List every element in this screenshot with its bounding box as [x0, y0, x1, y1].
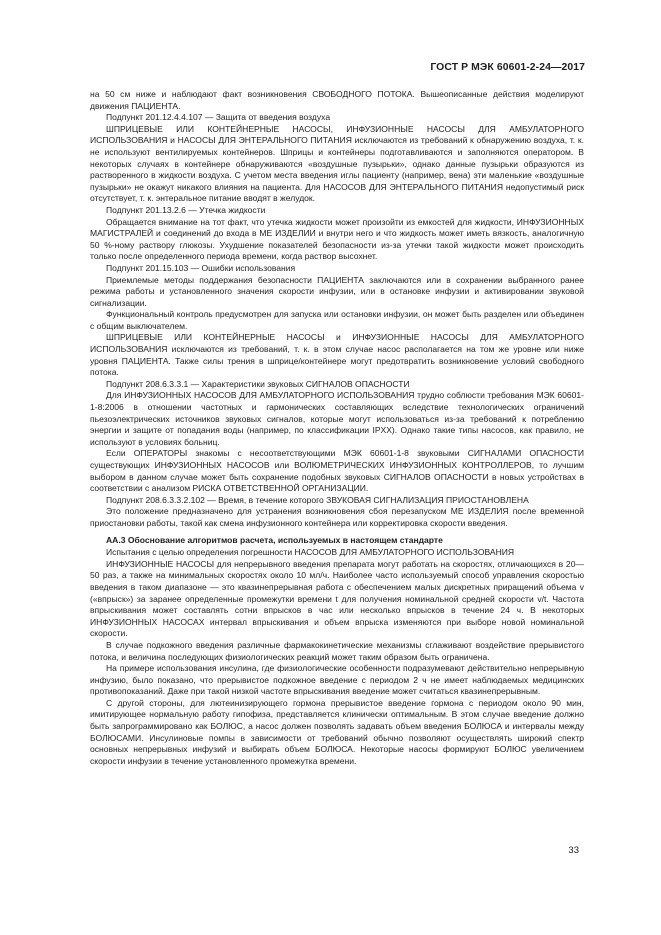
body-paragraph: Обращается внимание на тот факт, что утечка жидкости может произойти из емкостей для жидкости, ИНФУЗИОННЫХ МАГИСТРАЛЕЙ и соединений до входа в МЕ ИЗДЕЛИИ и внутри него и что жидкость может иметь вязкость, аналогичную 50 %-ному раствору глюкозы. Ухудшение показателей безопасности из-за утечки такой жидкости может происходить только после определенного периода времени, когда раствор высохнет.: [90, 216, 584, 262]
body-paragraph: В случае подкожного введения различные фармакокинетические механизмы сглаживают воздействие прерывистого потока, и величина последующих физиологических реакций может таким образом быть ограничена.: [90, 639, 584, 662]
body-paragraph: ШПРИЦЕВЫЕ ИЛИ КОНТЕЙНЕРНЫЕ НАСОСЫ и ИНФУЗИОННЫЕ НАСОСЫ ДЛЯ АМБУЛАТОРНОГО ИСПОЛЬЗОВАНИЯ исключаются из требований, т. к. в этом случае насос располагается на том же уровне или ниже уровня ПАЦИЕНТА. Также силы трения в шприце/контейнере могут предотвратить возникновение условий свободного потока.: [90, 332, 584, 378]
body-paragraph: Подпункт 201.13.2.6 — Утечка жидкости: [106, 204, 266, 215]
body-paragraph: На примере использования инсулина, где физиологические особенности подразумевают действительно непрерывную инфузию, было показано, что прерывистое подкожное введение с периодом 2 ч не имеет наблюдаемых медицинских противопоказаний. Даже при такой низкой частоте впрыскивания введение может считаться квазинепрерывным.: [90, 663, 584, 697]
body-paragraph: Подпункт 201.12.4.4.107 — Защита от введения воздуха: [106, 112, 331, 123]
body-paragraph: Подпункт 208.6.3.3.1 — Характеристики звуковых СИГНАЛОВ ОПАСНОСТИ: [106, 378, 410, 389]
body-paragraph: Подпункт 208.6.3.3.2.102 — Время, в течение которого ЗВУКОВАЯ СИГНАЛИЗАЦИЯ ПРИОСТАНОВЛЕНА: [106, 494, 529, 505]
body-paragraph: ИНФУЗИОННЫЕ НАСОСЫ для непрерывного введения препарата могут работать на скоростях, отличающихся в 20—50 раз, а также на минимальных скоростях около 10 мл/ч. Наиболее часто используемый способ управления скоростью введения в таком диапазоне — это квазинепрерывная работа с обеспечением малых дискретных приращений объема v («впрыск») за заранее определенные промежутки времени t для получения номинальной средней скорости v/t. Частота впрыскивания может составлять сотни впрысков в час или несколько впрысков в течение 24 ч. В некоторых ИНФУЗИОННЫХ НАСОСАХ интервал впрыскивания и объем впрыска изменяются при выборе новой номинальной скорости.: [90, 558, 584, 639]
body-paragraph: Это положение предназначено для устранения возникновения сбоя перезапуском МЕ ИЗДЕЛИЯ после временной приостановки работы, такой как смена инфузионного контейнера или корректировка скорости введения.: [90, 506, 584, 528]
body-paragraph: на 50 см ниже и наблюдают факт возникновения СВОБОДНОГО ПОТОКА. Вышеописанные действия моделируют движения ПАЦИЕНТА.: [90, 89, 584, 111]
body-paragraph: Функциональный контроль предусмотрен для запуска или остановки инфузии, он может быть разделен или объединен с общим выключателем.: [90, 309, 584, 331]
body-paragraph: Для ИНФУЗИОННЫХ НАСОСОВ ДЛЯ АМБУЛАТОРНОГО ИСПОЛЬЗОВАНИЯ трудно соблюсти требования МЭК 60601-1-8:2006 в отношении частотных и гармонических составляющих вследствие технологических ограничений пьезоэлектрических источников звуковых сигналов, которые могут использоваться из-за требований к потреблению энергии и защите от попадания воды (например, по классификации IPXX). Однако такие типы насосов, как правило, не используют в условиях больниц.: [90, 390, 584, 447]
body-paragraph: Подпункт 201.15.103 — Ошибки использования: [106, 262, 296, 273]
page-number: 33: [568, 845, 579, 856]
body-paragraph: С другой стороны, для лютеинизирующего гормона прерывистое введение гормона с периодом около 90 мин, имитирующее нормальную работу гипофиза, представляется клинически оптимальным. В этом случае введение должно быть запрограммировано как БОЛЮС, а насос должен позволять задавать объем введения БОЛЮСА и интервалы между БОЛЮСАМИ. Инсулиновые помпы в зависимости от требований обычно позволяют осуществлять широкий спектр основных непрерывных инфузий и выбирать объем БОЛЮСА. Некоторые насосы формируют БОЛЮС увеличением скорости инфузии в течение установленного промежутка времени.: [90, 697, 584, 766]
standard-header: ГОСТ Р МЭК 60601-2-24—2017: [430, 62, 585, 73]
body-paragraph: ШПРИЦЕВЫЕ ИЛИ КОНТЕЙНЕРНЫЕ НАСОСЫ, ИНФУЗИОННЫЕ НАСОСЫ ДЛЯ АМБУЛАТОРНОГО ИСПОЛЬЗОВАНИЯ и НАСОСЫ ДЛЯ ЭНТЕРАЛЬНОГО ПИТАНИЯ исключаются из требований к обнаружению воздуха, т. к. не используют вентилируемых контейнеров. Шприцы и контейнеры подготавливаются и заполняются оператором. В некоторых случаях в контейнере обнаруживаются «воздушные пузырьки», однако данные пузырьки образуются из растворенного в жидкости воздуха. С учетом места введения иглы пациенту (например, вена) эти маленькие «воздушные пузырьки» не окажут никакого влияния на пациента. Для НАСОСОВ ДЛЯ ЭНТЕРАЛЬНОГО ПИТАНИЯ недопустимый риск отсутствует, т. к. энтеральное питание вводят в желудок.: [90, 123, 584, 204]
body-paragraph: Если ОПЕРАТОРЫ знакомы с несоответствующими МЭК 60601-1-8 звуковыми СИГНАЛАМИ ОПАСНОСТИ существующих ИНФУЗИОННЫХ НАСОСОВ или ВОЛЮМЕТРИЧЕСКИХ ИНФУЗИОННЫХ КОНТРОЛЛЕРОВ, то лучшим выбором в данном случае может быть сохранение подобных звуковых СИГНАЛОВ ОПАСНОСТИ в новых устройствах в соответствии с анализом РИСКА ОТВЕТСТВЕННОЙ ОРГАНИЗАЦИИ.: [90, 448, 584, 494]
body-paragraph: Приемлемые методы поддержания безопасности ПАЦИЕНТА заключаются или в сохранении выбранного ранее режима работы и установленного значения скорости инфузии, или в остановке инфузии и активировании звуковой сигнализации.: [90, 274, 584, 308]
body-paragraph: Испытания с целью определения погрешности НАСОСОВ ДЛЯ АМБУЛАТОРНОГО ИСПОЛЬЗОВАНИЯ: [106, 547, 515, 558]
document-body: [90, 89, 584, 767]
section-heading: АА.3 Обоснование алгоритмов расчета, используемых в настоящем стандарте: [106, 534, 443, 545]
